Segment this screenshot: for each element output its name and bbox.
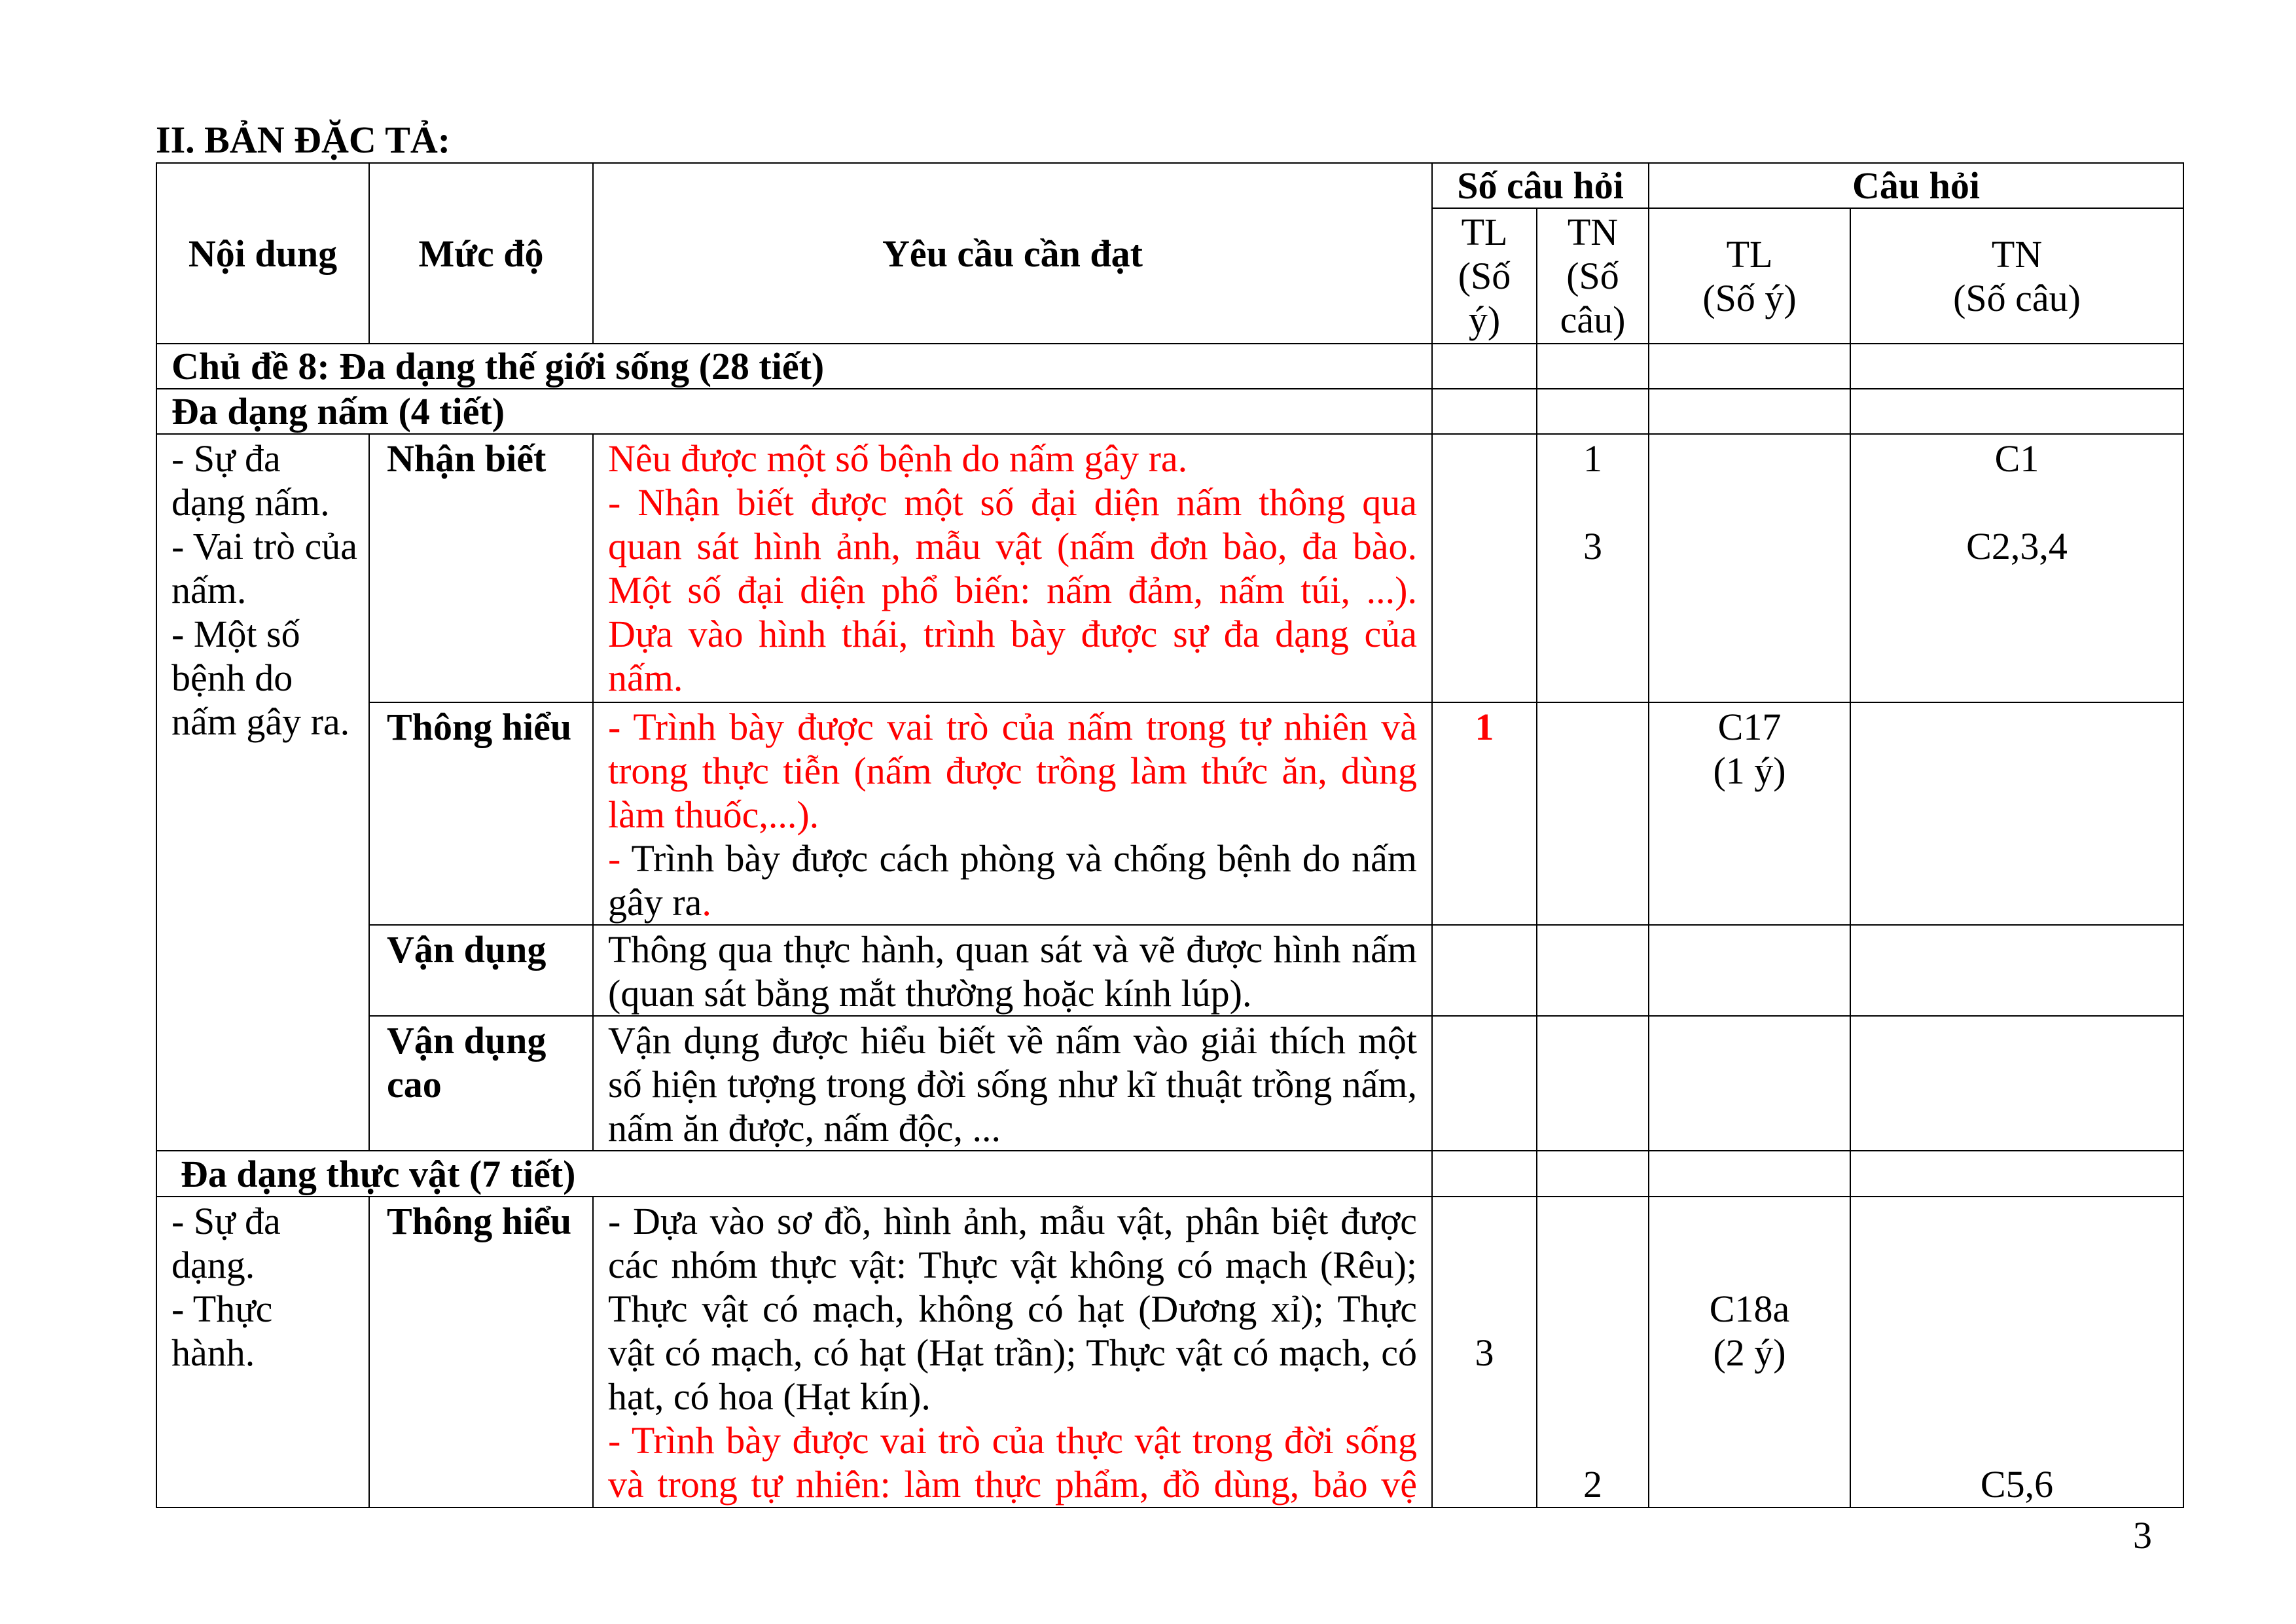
empty-cell [1649,1151,1850,1197]
question-tl-cell [1649,1197,1850,1507]
level-cell: Vận dụng cao [369,1016,593,1151]
content-item: - Một số bệnh do nấm gây ra. [171,613,350,743]
requirement-text: - Dựa vào sơ đồ, hình ảnh, mẫu vật, phân biệt được các nhóm thực vật: Thực vật không có mạch (Rêu); Thực vật có mạch, không có hạt (Dương xỉ); Thực vật có mạch, có hạt (Hạt trần); Thực vật có mạch, có hạt, có hoa (Hạt kín). [608,1200,1417,1418]
question-tl-cell [1649,434,1850,702]
topic-title: Chủ đề 8: Đa dạng thế giới sống (28 tiết) [156,344,1432,389]
header-count-tl-label: TL [1461,211,1508,253]
count-tl-cell [1432,1016,1537,1151]
table-row [156,1016,2183,1151]
requirement-cell [593,702,1432,925]
requirement-text: Thông qua thực hành, quan sát và vẽ được hình nấm (quan sát bằng mắt thường hoặc kính lúp). [608,928,1417,1015]
empty-cell [1537,389,1649,434]
count-value: 2 [1583,1463,1602,1506]
requirement-cell [593,1016,1432,1151]
question-tn-cell [1850,1197,2183,1507]
count-tl-cell [1432,702,1537,925]
question-tl-cell [1649,925,1850,1016]
requirement-text: Trình bày được cách phòng và chống bệnh do nấm gây ra [608,837,1417,924]
header-question-tl [1649,208,1850,344]
page-number: 3 [2133,1514,2152,1557]
content-cell [156,434,369,1151]
level-cell: Vận dụng [369,925,593,1016]
content-item: - Sự đa dạng. [171,1200,281,1286]
requirement-cell [593,434,1432,702]
empty-cell [1432,344,1537,389]
table-row [156,925,2183,1016]
specification-table [156,162,2184,1508]
empty-cell [1432,1151,1537,1197]
empty-cell [1850,1151,2183,1197]
question-ref: (2 ý) [1713,1331,1786,1374]
count-value: 3 [1475,1331,1494,1374]
requirement-paragraph [608,1418,1417,1506]
table-row [156,702,2183,925]
table-row [156,434,2183,702]
requirement-paragraph [608,437,1417,480]
empty-cell [1649,344,1850,389]
requirement-paragraph [608,480,1417,700]
header-count-tl-unit: (Số ý) [1458,255,1511,341]
section-title-row [156,389,2183,434]
topic-row [156,344,2183,389]
header-question-tn [1850,208,2183,344]
content-cell [156,1197,369,1507]
requirement-paragraph [608,1199,1417,1418]
count-tn-cell [1537,1016,1649,1151]
header-level: Mức độ [369,163,593,344]
header-content: Nội dung [156,163,369,344]
section-title: Đa dạng nấm (4 tiết) [156,389,1432,434]
header-question-tn-label: TN [1991,232,2043,276]
section-title: Đa dạng thực vật (7 tiết) [156,1151,1432,1197]
header-count-tn-label: TN [1567,211,1619,253]
requirement-cell [593,1197,1432,1507]
requirement-text: . [702,881,711,924]
requirement-text: Vận dụng được hiểu biết về nấm vào giải thích một số hiện tượng trong đời sống như kĩ thuật trồng nấm, nấm ăn được, nấm độc, ... [608,1019,1417,1149]
count-value: 3 [1583,525,1602,568]
count-tl-cell [1432,434,1537,702]
requirement-paragraph [608,1019,1417,1150]
content-item: - Vai trò của nấm. [171,525,357,611]
header-row-top [156,163,2183,208]
question-tn-cell [1850,1016,2183,1151]
empty-cell [1649,389,1850,434]
count-tn-cell [1537,1197,1649,1507]
content-item: - Thực hành. [171,1288,273,1374]
requirement-paragraph [608,705,1417,837]
question-tn-cell [1850,925,2183,1016]
question-ref: (1 ý) [1713,749,1786,792]
table-row [156,1197,2183,1507]
empty-cell [1850,344,2183,389]
count-tn-cell [1537,925,1649,1016]
header-question-tn-unit: (Số câu) [1953,276,2081,319]
requirement-text: Nêu được một số bệnh do nấm gây ra. [608,437,1188,480]
question-tl-cell [1649,702,1850,925]
count-tn-cell [1537,434,1649,702]
header-question-tl-label: TL [1726,232,1773,276]
header-count-tn-unit: (Số câu) [1560,255,1626,341]
section-heading: II. BẢN ĐẶC TẢ: [156,118,451,161]
question-tl-cell [1649,1016,1850,1151]
empty-cell [1432,389,1537,434]
requirement-paragraph [608,928,1417,1015]
requirement-text: - [608,837,632,880]
section-title-row [156,1151,2183,1197]
question-tn-cell [1850,702,2183,925]
question-ref: C17 [1717,706,1782,748]
count-tl-cell [1432,1197,1537,1507]
level-cell: Thông hiểu [369,1197,593,1507]
question-ref: C18a [1709,1288,1790,1330]
question-ref: C1 [1994,437,2039,480]
content-item: - Sự đa dạng nấm. [171,437,330,524]
header-count-tn [1537,208,1649,344]
question-tn-cell [1850,434,2183,702]
level-cell: Thông hiểu [369,702,593,925]
count-value: 1 [1475,706,1494,748]
header-question-tl-unit: (Số ý) [1702,276,1797,319]
count-value: 1 [1583,437,1602,480]
empty-cell [1537,1151,1649,1197]
requirement-text: - Nhận biết được một số đại diện nấm thông qua quan sát hình ảnh, mẫu vật (nấm đơn bào, đa bào. Một số đại diện phổ biến: nấm đảm, nấm túi, ...). Dựa vào hình thái, trình bày được sự đa dạng của nấm. [608,481,1417,699]
header-requirement: Yêu cầu cần đạt [593,163,1432,344]
requirement-paragraph [608,837,1417,924]
empty-cell [1537,344,1649,389]
empty-cell [1850,389,2183,434]
count-tl-cell [1432,925,1537,1016]
level-cell: Nhận biết [369,434,593,702]
question-ref: C5,6 [1980,1463,2054,1506]
header-count-tl [1432,208,1537,344]
header-question-count: Số câu hỏi [1432,163,1649,208]
header-questions: Câu hỏi [1649,163,2183,208]
count-tn-cell [1537,702,1649,925]
requirement-text: - Trình bày được vai trò của nấm trong tự nhiên và trong thực tiễn (nấm được trồng làm thức ăn, dùng làm thuốc,...). [608,706,1417,836]
requirement-text: - Trình bày được vai trò của thực vật trong đời sống và trong tự nhiên: làm thực phẩm, đồ dùng, bảo vệ [608,1419,1417,1506]
question-ref: C2,3,4 [1966,525,2068,568]
requirement-cell [593,925,1432,1016]
